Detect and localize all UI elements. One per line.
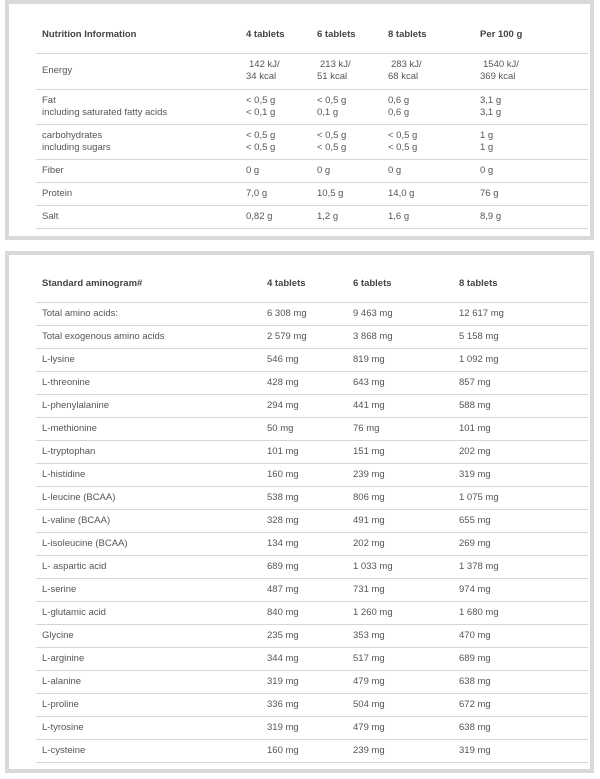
amount-4-tablets: 160 mg <box>261 463 347 486</box>
amount-8-tablets: 319 mg <box>453 739 588 762</box>
amino-acid-name: L-proline <box>36 693 261 716</box>
value-line: < 0,5 g <box>317 94 347 106</box>
nutrition-row-label <box>36 53 240 89</box>
amount-4-tablets: 487 mg <box>261 578 347 601</box>
nutrition-header-8-tablets: 8 tablets <box>388 29 427 41</box>
nutrient-name: Energy <box>42 65 73 76</box>
nutrient-name: Fat <box>42 94 56 106</box>
amino-acid-name: L-cysteine <box>36 739 261 762</box>
amount-6-tablets: 819 mg <box>347 348 453 371</box>
amino-acid-name: L- aspartic acid <box>36 555 261 578</box>
amount-6-tablets: 353 mg <box>347 624 453 647</box>
nutrition-cell <box>311 124 382 159</box>
nutrition-cell: 0 g <box>382 159 474 182</box>
value-line: 142 kJ/ <box>249 59 280 70</box>
amount-8-tablets: 101 mg <box>453 417 588 440</box>
amount-8-tablets: 202 mg <box>453 440 588 463</box>
value-line: 3,1 g <box>480 106 502 118</box>
value-line: 369 kcal <box>480 71 516 82</box>
nutrition-cell: 0,82 g <box>240 205 311 228</box>
value-line: 3,1 g <box>480 94 502 106</box>
aminogram-panel <box>5 251 594 773</box>
nutrient-name: carbohydrates <box>42 129 103 141</box>
nutrition-cell <box>311 53 382 89</box>
amount-4-tablets: 428 mg <box>261 371 347 394</box>
value-line: < 0,5 g <box>246 94 276 106</box>
amount-8-tablets: 319 mg <box>453 463 588 486</box>
amount-6-tablets: 479 mg <box>347 716 453 739</box>
amino-acid-name: L-tryptophan <box>36 440 261 463</box>
aminogram-row <box>36 463 588 486</box>
amount-4-tablets: 2 579 mg <box>261 325 347 348</box>
aminogram-row <box>36 371 588 394</box>
amount-6-tablets: 76 mg <box>347 417 453 440</box>
value-line: 0,6 g <box>388 106 410 118</box>
amount-8-tablets: 1 378 mg <box>453 555 588 578</box>
value-line: 1 g <box>480 129 494 141</box>
nutrition-cell <box>474 89 588 124</box>
amount-4-tablets: 101 mg <box>261 440 347 463</box>
amino-acid-name: L-glutamic acid <box>36 601 261 624</box>
nutrition-cell <box>474 124 588 159</box>
amount-4-tablets: 50 mg <box>261 417 347 440</box>
amount-6-tablets: 479 mg <box>347 670 453 693</box>
amount-4-tablets: 134 mg <box>261 532 347 555</box>
value-line: 283 kJ/ <box>391 59 422 70</box>
aminogram-row <box>36 555 588 578</box>
nutrition-row-label <box>36 89 240 124</box>
nutrition-header-per-100g: Per 100 g <box>480 29 523 41</box>
nutrition-header-4-tablets: 4 tablets <box>246 29 285 41</box>
nutrition-cell: 1,2 g <box>311 205 382 228</box>
amount-8-tablets: 1 075 mg <box>453 486 588 509</box>
nutrient-name: Fiber <box>36 159 240 182</box>
nutrient-name: Protein <box>36 182 240 205</box>
value-line: < 0,5 g <box>388 129 418 141</box>
amount-6-tablets: 504 mg <box>347 693 453 716</box>
aminogram-header-4-tablets: 4 tablets <box>267 278 306 290</box>
amount-4-tablets: 546 mg <box>261 348 347 371</box>
nutrition-cell: 0 g <box>240 159 311 182</box>
amount-6-tablets: 806 mg <box>347 486 453 509</box>
amount-8-tablets: 588 mg <box>453 394 588 417</box>
nutrition-row-label <box>36 124 240 159</box>
value-line: < 0,1 g <box>246 106 276 118</box>
aminogram-row <box>36 739 588 762</box>
amino-acid-name: Total amino acids: <box>36 302 261 325</box>
aminogram-row <box>36 486 588 509</box>
amino-acid-name: L-methionine <box>36 417 261 440</box>
nutrition-cell <box>240 53 311 89</box>
aminogram-row <box>36 693 588 716</box>
amount-4-tablets: 840 mg <box>261 601 347 624</box>
amount-6-tablets: 643 mg <box>347 371 453 394</box>
amount-6-tablets: 9 463 mg <box>347 302 453 325</box>
amount-4-tablets: 319 mg <box>261 716 347 739</box>
amino-acid-name: Glycine <box>36 624 261 647</box>
aminogram-row <box>36 670 588 693</box>
value-line: < 0,5 g <box>317 141 347 153</box>
amino-acid-name: L-phenylalanine <box>36 394 261 417</box>
amount-6-tablets: 731 mg <box>347 578 453 601</box>
nutrition-cell: 1,6 g <box>382 205 474 228</box>
nutrition-cell <box>474 53 588 89</box>
aminogram-row <box>36 532 588 555</box>
value-line: 51 kcal <box>317 71 348 82</box>
amount-8-tablets: 12 617 mg <box>453 302 588 325</box>
nutrient-subname: including saturated fatty acids <box>42 106 168 118</box>
amount-8-tablets: 1 092 mg <box>453 348 588 371</box>
aminogram-row <box>36 601 588 624</box>
value-line: < 0,5 g <box>317 129 347 141</box>
aminogram-row <box>36 716 588 739</box>
nutrition-cell <box>382 89 474 124</box>
aminogram-row <box>36 325 588 348</box>
amino-acid-name: L-arginine <box>36 647 261 670</box>
nutrition-cell: 0 g <box>311 159 382 182</box>
amount-4-tablets: 235 mg <box>261 624 347 647</box>
amount-8-tablets: 689 mg <box>453 647 588 670</box>
aminogram-header-8-tablets: 8 tablets <box>459 278 498 290</box>
amount-8-tablets: 974 mg <box>453 578 588 601</box>
aminogram-row <box>36 624 588 647</box>
nutrition-table <box>36 17 588 229</box>
nutrition-cell <box>382 124 474 159</box>
amount-4-tablets: 538 mg <box>261 486 347 509</box>
amount-4-tablets: 160 mg <box>261 739 347 762</box>
nutrition-row-carbohydrates <box>36 124 588 159</box>
amount-6-tablets: 239 mg <box>347 739 453 762</box>
amount-6-tablets: 517 mg <box>347 647 453 670</box>
nutrition-header-6-tablets: 6 tablets <box>317 29 356 41</box>
aminogram-row <box>36 394 588 417</box>
value-line: 0,6 g <box>388 94 410 106</box>
nutrition-cell <box>240 89 311 124</box>
value-line: 0,1 g <box>317 106 339 118</box>
amount-8-tablets: 655 mg <box>453 509 588 532</box>
value-line: < 0,5 g <box>388 141 418 153</box>
nutrition-cell <box>311 89 382 124</box>
nutrition-row-energy <box>36 53 588 89</box>
amino-acid-name: L-lysine <box>36 348 261 371</box>
nutrition-header-row <box>36 17 588 53</box>
value-line: 34 kcal <box>246 71 277 82</box>
amino-acid-name: L-leucine (BCAA) <box>36 486 261 509</box>
value-line: 68 kcal <box>388 71 419 82</box>
amino-acid-name: Total exogenous amino acids <box>36 325 261 348</box>
amount-6-tablets: 3 868 mg <box>347 325 453 348</box>
amino-acid-name: L-valine (BCAA) <box>36 509 261 532</box>
nutrition-row-salt <box>36 205 588 228</box>
aminogram-row <box>36 302 588 325</box>
aminogram-row <box>36 578 588 601</box>
amount-6-tablets: 441 mg <box>347 394 453 417</box>
amount-4-tablets: 328 mg <box>261 509 347 532</box>
aminogram-table <box>36 266 588 763</box>
nutrition-cell <box>240 124 311 159</box>
amino-acid-name: L-tyrosine <box>36 716 261 739</box>
amount-4-tablets: 344 mg <box>261 647 347 670</box>
amino-acid-name: L-alanine <box>36 670 261 693</box>
amount-8-tablets: 857 mg <box>453 371 588 394</box>
amount-8-tablets: 5 158 mg <box>453 325 588 348</box>
amount-4-tablets: 6 308 mg <box>261 302 347 325</box>
amino-acid-name: L-isoleucine (BCAA) <box>36 532 261 555</box>
value-line: 1540 kJ/ <box>483 59 519 70</box>
value-line: 1 g <box>480 141 494 153</box>
nutrition-cell: 8,9 g <box>474 205 588 228</box>
amount-8-tablets: 1 680 mg <box>453 601 588 624</box>
amount-6-tablets: 1 033 mg <box>347 555 453 578</box>
amount-4-tablets: 336 mg <box>261 693 347 716</box>
nutrition-cell: 14,0 g <box>382 182 474 205</box>
amount-8-tablets: 269 mg <box>453 532 588 555</box>
amount-4-tablets: 319 mg <box>261 670 347 693</box>
amount-8-tablets: 638 mg <box>453 716 588 739</box>
amount-4-tablets: 689 mg <box>261 555 347 578</box>
nutrition-row-fiber <box>36 159 588 182</box>
amount-4-tablets: 294 mg <box>261 394 347 417</box>
aminogram-row <box>36 348 588 371</box>
nutrient-name: Salt <box>36 205 240 228</box>
nutrition-header-label: Nutrition Information <box>42 29 137 41</box>
nutrition-cell: 10,5 g <box>311 182 382 205</box>
value-line: < 0,5 g <box>246 141 276 153</box>
amount-6-tablets: 239 mg <box>347 463 453 486</box>
value-line: < 0,5 g <box>246 129 276 141</box>
nutrient-subname: including sugars <box>42 141 111 153</box>
nutrition-information-panel <box>5 0 594 240</box>
amount-6-tablets: 202 mg <box>347 532 453 555</box>
aminogram-header-row <box>36 266 588 302</box>
amount-8-tablets: 470 mg <box>453 624 588 647</box>
amount-6-tablets: 151 mg <box>347 440 453 463</box>
amino-acid-name: L-serine <box>36 578 261 601</box>
nutrition-cell: 7,0 g <box>240 182 311 205</box>
amount-8-tablets: 638 mg <box>453 670 588 693</box>
amount-8-tablets: 672 mg <box>453 693 588 716</box>
aminogram-header-label: Standard aminogram# <box>42 278 143 290</box>
amount-6-tablets: 1 260 mg <box>347 601 453 624</box>
amount-6-tablets: 491 mg <box>347 509 453 532</box>
nutrition-cell: 76 g <box>474 182 588 205</box>
aminogram-row <box>36 417 588 440</box>
nutrition-cell: 0 g <box>474 159 588 182</box>
aminogram-row <box>36 509 588 532</box>
aminogram-header-6-tablets: 6 tablets <box>353 278 392 290</box>
amino-acid-name: L-histidine <box>36 463 261 486</box>
nutrition-row-fat <box>36 89 588 124</box>
nutrition-row-protein <box>36 182 588 205</box>
aminogram-row <box>36 647 588 670</box>
amino-acid-name: L-threonine <box>36 371 261 394</box>
aminogram-row <box>36 440 588 463</box>
aminogram-body <box>36 302 588 762</box>
value-line: 213 kJ/ <box>320 59 351 70</box>
nutrition-cell <box>382 53 474 89</box>
